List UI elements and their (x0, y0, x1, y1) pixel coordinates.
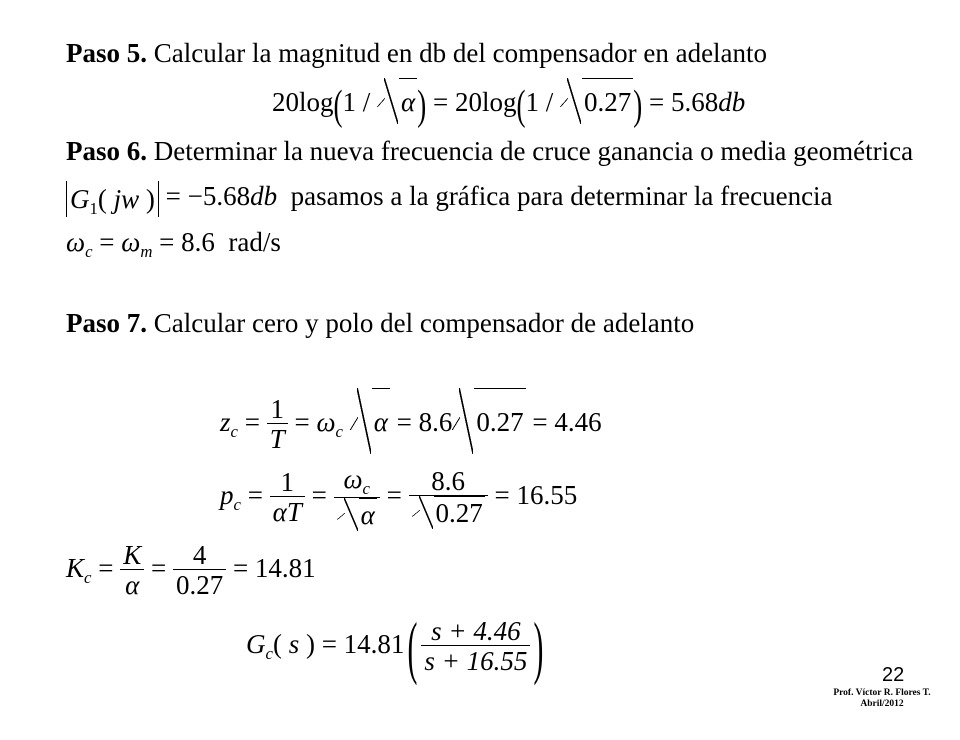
author-name: Prof. Víctor R. Flores T. (833, 688, 931, 698)
gain-value: 14.81 (254, 553, 316, 583)
step6-label: Paso 6. (66, 136, 147, 166)
slide-number: 22 (882, 664, 905, 686)
step6-line3: $\omega_c = \omega_m = 8.6$ rad/s (66, 227, 281, 261)
step5-text: Calcular la magnitud en db del compensador en adelanto (153, 38, 768, 68)
footer-date: Abril/2012 (860, 698, 904, 709)
step6-heading (66, 138, 913, 165)
kc-equation: $K_c$ = $\frac{K}{\alpha}$ = $\frac{4}{0.27}$ = 14.81 (66, 539, 316, 600)
sqrt-alpha-value: 0.27 (560, 78, 633, 124)
step6-line2-text: pasamos a la gráfica para determinar la frecuencia (290, 181, 833, 211)
sqrt-alpha: α (377, 78, 417, 124)
step5-heading (66, 40, 767, 67)
step5-result: 5.68 (670, 87, 719, 117)
step7-text: Calcular cero y polo del compensador de adelanto (153, 308, 695, 338)
zc-equation: $z_c$ = $\frac{1}{T}$ = $\omega_c$ α = 8.6 0.27 = 4.46 (220, 388, 602, 452)
step5-label: Paso 5. (66, 38, 147, 68)
gc-equation: $G_c$( s ) = 14.81 ( $\frac{s + 4.46}{s + 16.55}$ ) (246, 607, 544, 686)
step7-heading (66, 310, 694, 337)
magnitude-bars: $G_1$( jw ) (66, 181, 159, 217)
author-footer (822, 688, 942, 710)
step5-equation: 20log(1 / α) = 20log(1 / 0.27) = 5.68db (272, 78, 745, 122)
step6-line2: $G_1$( jw ) = −5.68db pasamos a la gráfica para determinar la frecuencia (66, 176, 833, 216)
step6-text: Determinar la nueva frecuencia de cruce ganancia o media geométrica (153, 136, 914, 166)
pole-value: 16.55 (516, 480, 578, 510)
step7-label: Paso 7. (66, 308, 147, 338)
pc-equation: $p_c$ = $\frac{1}{\alpha T}$ = $\frac{\omega_c}{\alpha}$ = $\frac{8.6}{0.27}$ = 16.55 (220, 463, 578, 530)
crossover-frequency: 8.6 (181, 227, 215, 257)
zero-value: 4.46 (554, 407, 602, 437)
